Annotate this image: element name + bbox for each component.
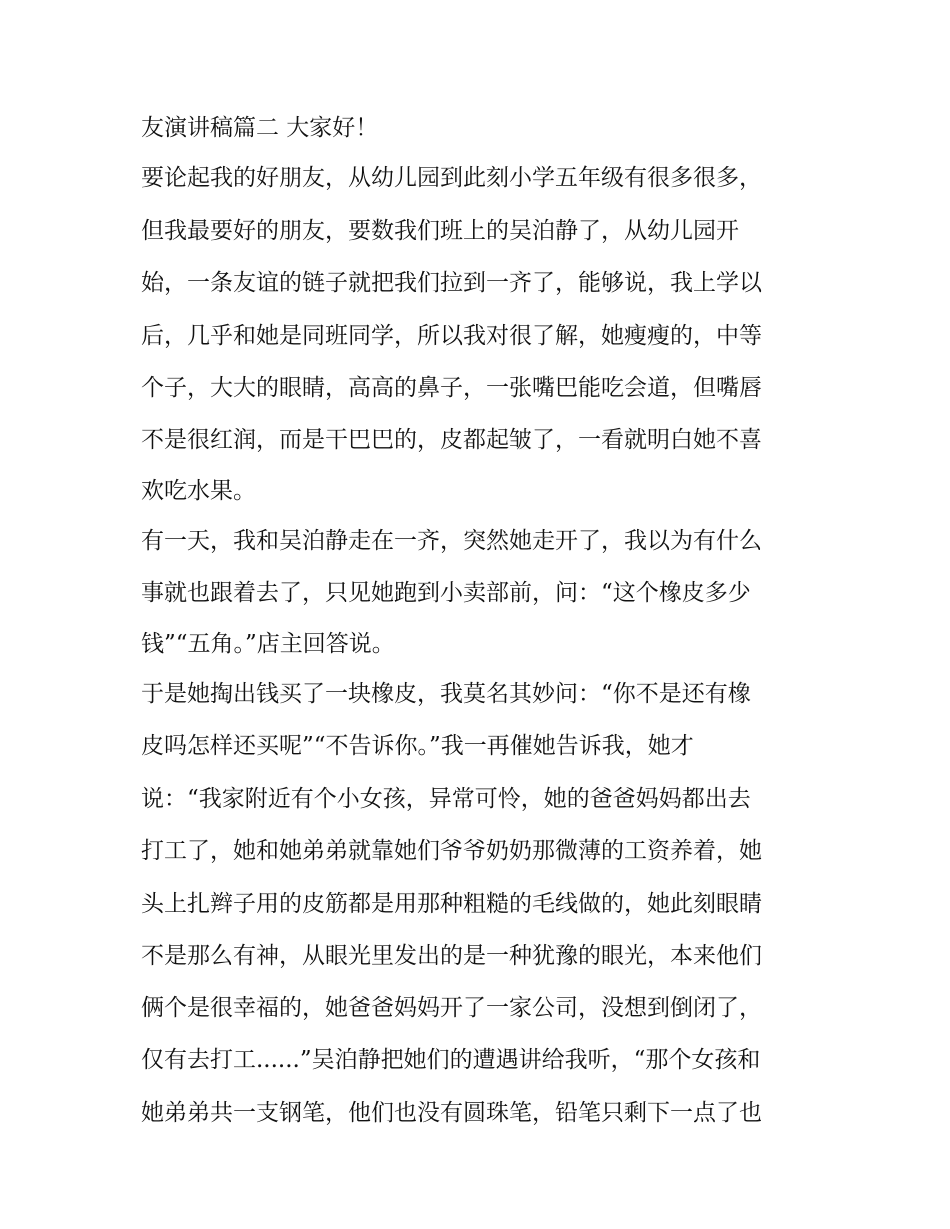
- text-line: 说：“我家附近有个小女孩，异常可怜，她的爸爸妈妈都出去: [141, 786, 751, 812]
- text-line: 打工了，她和她弟弟就靠她们爷爷奶奶那微薄的工资养着，她: [141, 838, 762, 864]
- text-line: 俩个是很幸福的，她爸爸妈妈开了一家公司，没想到倒闭了，: [141, 995, 762, 1021]
- text-line: 但我最要好的朋友，要数我们班上的吴泊静了，从幼儿园开: [141, 218, 739, 244]
- text-line: 友演讲稿篇二 大家好！: [141, 115, 379, 141]
- text-line: 不是那么有神，从眼光里发出的是一种犹豫的眼光，本来他们: [141, 943, 762, 969]
- text-line: 仅有去打工......”吴泊静把她们的遭遇讲给我听，“那个女孩和: [141, 1047, 761, 1073]
- text-line: 后，几乎和她是同班同学，所以我对很了解，她瘦瘦的，中等: [141, 323, 762, 349]
- text-line: 始，一条友谊的链子就把我们拉到一齐了，能够说，我上学以: [141, 270, 762, 296]
- text-line: 于是她掏出钱买了一块橡皮，我莫名其妙问：“你不是还有橡: [141, 681, 751, 707]
- text-line: 事就也跟着去了，只见她跑到小卖部前，问：“这个橡皮多少: [141, 580, 751, 606]
- text-line: 欢吃水果。: [141, 478, 256, 504]
- text-line: 皮吗怎样还买呢”“不告诉你。”我一再催她告诉我，她才: [141, 733, 694, 759]
- text-line: 她弟弟共一支钢笔，他们也没有圆珠笔，铅笔只剩下一点了也: [141, 1100, 762, 1126]
- text-line: 不是很红润，而是干巴巴的，皮都起皱了，一看就明白她不喜: [141, 427, 762, 453]
- text-line: 要论起我的好朋友，从幼儿园到此刻小学五年级有很多很多，: [141, 165, 762, 191]
- text-line: 个子，大大的眼睛，高高的鼻子，一张嘴巴能吃会道，但嘴唇: [141, 375, 762, 401]
- text-line: 头上扎辫子用的皮筋都是用那种粗糙的毛线做的，她此刻眼睛: [141, 891, 762, 917]
- text-line: 钱”“五角。”店主回答说。: [141, 631, 395, 657]
- text-line: 有一天，我和吴泊静走在一齐，突然她走开了，我以为有什么: [141, 528, 762, 554]
